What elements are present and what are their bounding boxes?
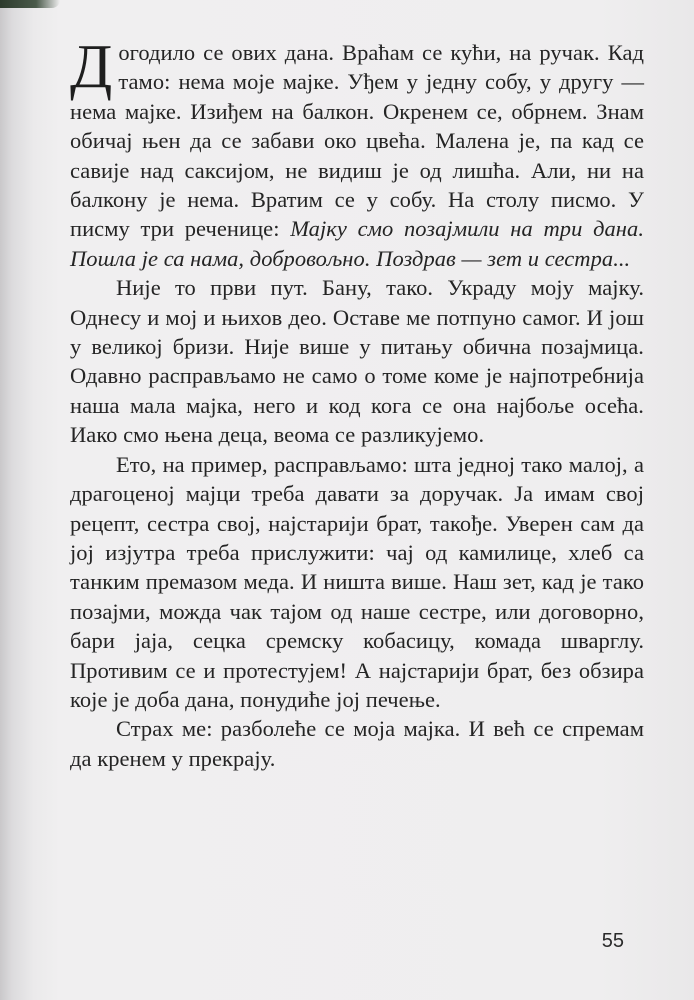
paragraph-2: Није то први пут. Бану, тако. Украду моју мајку. Однесу и мој и њихов део. Оставе ме потпуно самог. И још у великој бризи. Није више у питању обична позајмица. Одавно расправљамо не само о томе коме је најпотребнија наша мала мајка, него и код кога се она најбоље осећа. Иако смо њена деца, веома се разликујемо. (70, 275, 644, 448)
body-text (70, 33, 644, 773)
paragraph-1 (70, 33, 644, 273)
paragraph-4: Страх ме: разболеће се моја мајка. И већ се спремам да кренем у прекрају. (70, 716, 644, 771)
page-number: 55 (601, 930, 624, 952)
paragraph-1-text: огодило се ових дана. Враћам се кући, на ручак. Кад тамо: нема моје мајке. Уђем у једну собу, у другу — нема мајке. Изиђем на балкон. Окренем се, обрнем. Знам обичај њен да се забави око цвећа. Малена је, па кад се савије над саксијом, не видиш је од лишћа. Али, ни на балкону је нема. Вратим се у собу. На столу писмо. У писму три реченице: (70, 40, 644, 242)
paragraph-3: Ето, на пример, расправљамо: шта једној тако малој, а драгоценој мајци треба давати за доручак. Ја имам свој рецепт, сестра свој, најстарији брат, такође. Уверен сам да јој изјутра треба прислужити: чај од камилице, хлеб са танким премазом меда. И ништа више. Наш зет, кад је тако позајми, можда чак тајом од наше сестре, или договорно, бари јаја, сецка сремску кобасицу, комада шварглу. Противим се и протестујем! А најстарији брат, без обзира које је доба дана, понудиће јој печење. (70, 451, 644, 712)
paragraph-1-italic-letter: Мајку смо позајмили на три дана. Пошла је са нама, добровољно. Поздрав — зет и сестра... (70, 216, 644, 271)
drop-cap-letter: Д (70, 33, 113, 101)
page-edge-shadow (0, 0, 60, 8)
